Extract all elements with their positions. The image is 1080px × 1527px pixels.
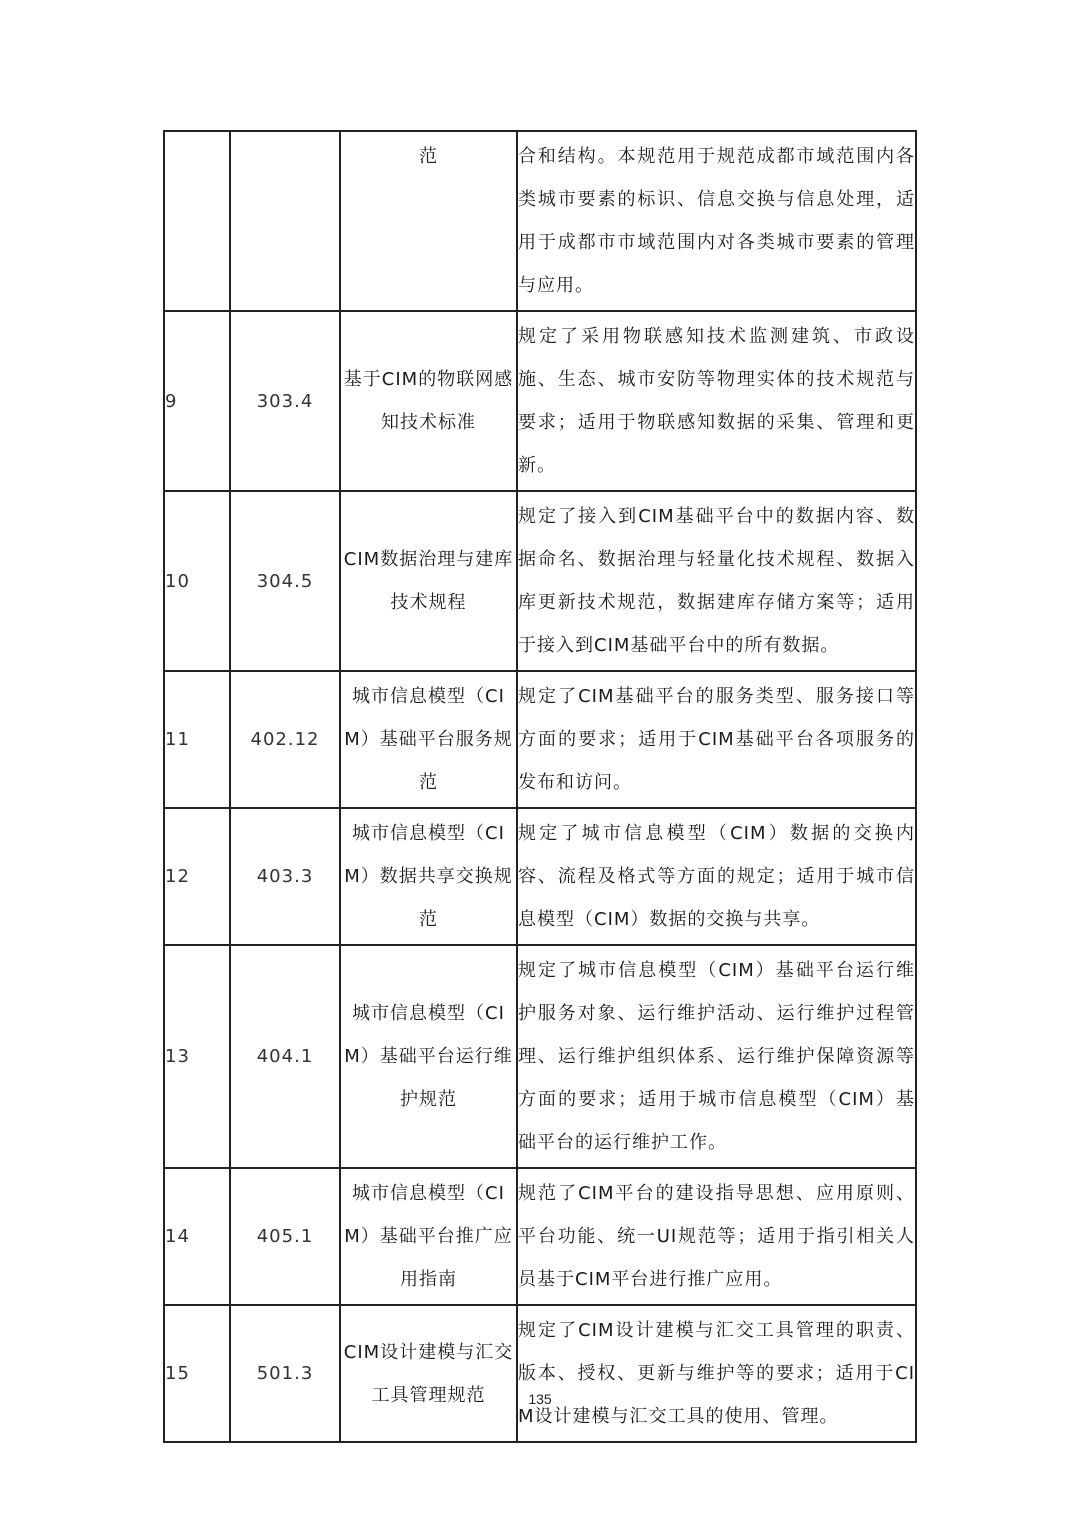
standard-description-text: 规定了采用物联感知技术监测建筑、市政设施、生态、城市安防等物理实体的技术规范与要求；适用于物联感知数据的采集、管理和更新。 bbox=[518, 326, 915, 476]
standard-description-text: 规定了城市信息模型（CIM）数据的交换内容、流程及格式等方面的规定；适用于城市信息模型（CIM）数据的交换与共享。 bbox=[518, 823, 915, 930]
standard-code-cell: 303.4 bbox=[230, 311, 340, 491]
standard-description-cell bbox=[517, 491, 916, 671]
standard-name-cell: 城市信息模型（CIM）基础平台服务规范 bbox=[340, 671, 517, 808]
standard-code-cell: 402.12 bbox=[230, 671, 340, 808]
row-number-cell: 9 bbox=[164, 311, 230, 491]
standards-table bbox=[163, 130, 917, 1443]
row-number-cell: 14 bbox=[164, 1168, 230, 1305]
row-number-cell: 10 bbox=[164, 491, 230, 671]
standard-description-cell bbox=[517, 1305, 916, 1442]
standard-code-cell: 404.1 bbox=[230, 945, 340, 1168]
table-row bbox=[164, 311, 916, 491]
standard-description-cell bbox=[517, 671, 916, 808]
table-row bbox=[164, 491, 916, 671]
standard-description-cell bbox=[517, 1168, 916, 1305]
table-row bbox=[164, 131, 916, 311]
table-row bbox=[164, 945, 916, 1168]
standard-code-cell: 304.5 bbox=[230, 491, 340, 671]
standard-name-cell: CIM设计建模与汇交工具管理规范 bbox=[340, 1305, 517, 1442]
standard-description-text: 规定了城市信息模型（CIM）基础平台运行维护服务对象、运行维护活动、运行维护过程管理、运行维护组织体系、运行维护保障资源等方面的要求；适用于城市信息模型（CIM）基础平台的运行维护工作。 bbox=[518, 960, 915, 1153]
row-number-cell bbox=[164, 131, 230, 311]
standard-name-cell: CIM数据治理与建库技术规程 bbox=[340, 491, 517, 671]
table-row bbox=[164, 671, 916, 808]
table-row bbox=[164, 1168, 916, 1305]
row-number-cell: 15 bbox=[164, 1305, 230, 1442]
standard-name-cell: 城市信息模型（CIM）基础平台推广应用指南 bbox=[340, 1168, 517, 1305]
standard-description-cell bbox=[517, 311, 916, 491]
standard-description-text: 规范了CIM平台的建设指导思想、应用原则、平台功能、统一UI规范等；适用于指引相关人员基于CIM平台进行推广应用。 bbox=[518, 1183, 915, 1290]
standard-description-text: 合和结构。本规范用于规范成都市域范围内各类城市要素的标识、信息交换与信息处理，适用于成都市市域范围内对各类城市要素的管理与应用。 bbox=[518, 146, 915, 296]
table-row bbox=[164, 1305, 916, 1442]
table-row bbox=[164, 808, 916, 945]
row-number-cell: 11 bbox=[164, 671, 230, 808]
standard-name-cell bbox=[340, 131, 517, 311]
page-number: 135 bbox=[528, 1391, 552, 1407]
standard-description-cell bbox=[517, 131, 916, 311]
standard-name-cell: 城市信息模型（CIM）基础平台运行维护规范 bbox=[340, 945, 517, 1168]
standard-description-cell bbox=[517, 808, 916, 945]
standard-description-text: 规定了CIM基础平台的服务类型、服务接口等方面的要求；适用于CIM基础平台各项服务的发布和访问。 bbox=[518, 686, 915, 793]
standard-code-cell: 403.3 bbox=[230, 808, 340, 945]
standard-name-cell: 城市信息模型（CIM）数据共享交换规范 bbox=[340, 808, 517, 945]
standard-description-text: 规定了接入到CIM基础平台中的数据内容、数据命名、数据治理与轻量化技术规程、数据入库更新技术规范，数据建库存储方案等；适用于接入到CIM基础平台中的所有数据。 bbox=[518, 506, 915, 656]
row-number-cell: 13 bbox=[164, 945, 230, 1168]
row-number-cell: 12 bbox=[164, 808, 230, 945]
standard-name-text: 范 bbox=[419, 146, 438, 167]
standard-code-cell: 501.3 bbox=[230, 1305, 340, 1442]
standard-name-cell: 基于CIM的物联网感知技术标准 bbox=[340, 311, 517, 491]
standard-code-cell: 405.1 bbox=[230, 1168, 340, 1305]
standard-code-cell bbox=[230, 131, 340, 311]
standard-description-text: 规定了CIM设计建模与汇交工具管理的职责、版本、授权、更新与维护等的要求；适用于CIM设计建模与汇交工具的使用、管理。 bbox=[518, 1320, 915, 1427]
standard-description-cell bbox=[517, 945, 916, 1168]
